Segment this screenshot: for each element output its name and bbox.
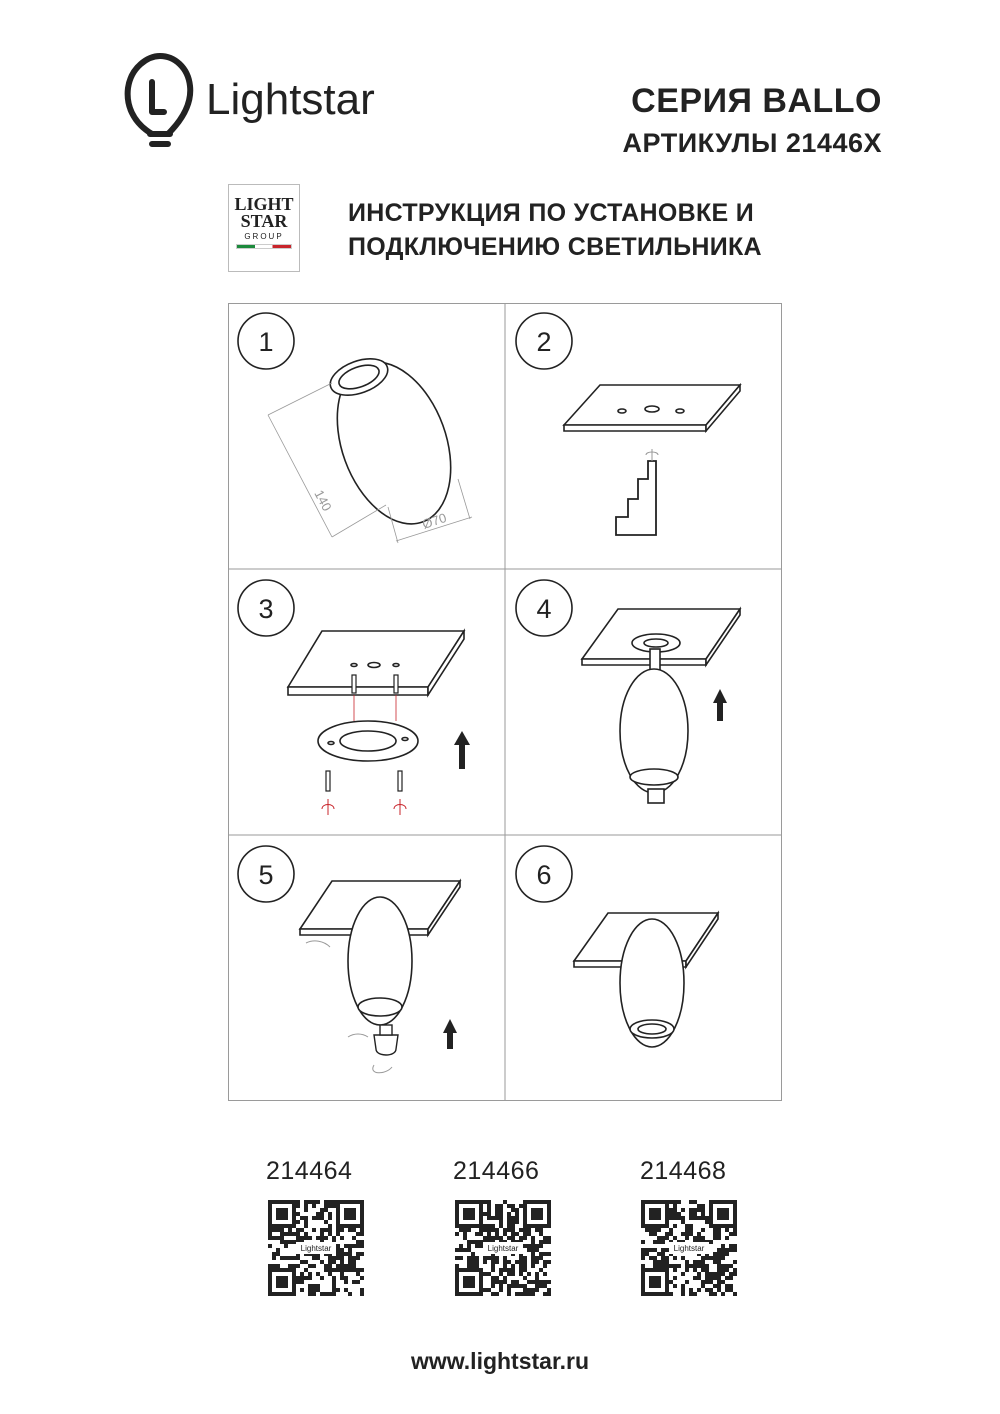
- luminaire-dimension-drawing: [316, 346, 471, 539]
- step-2-panel: [516, 313, 740, 535]
- luminaire-body: [348, 897, 412, 1025]
- italian-flag-stripe: [236, 244, 292, 249]
- arrow-up-icon: [454, 731, 470, 769]
- gu10-bulb-icon: [374, 1025, 398, 1055]
- step-6-panel: [516, 846, 718, 1047]
- step-number-5: 5: [258, 860, 274, 890]
- badge-line-light: LIGHT: [234, 194, 294, 214]
- series-title: СЕРИЯ BALLO: [631, 82, 882, 120]
- installed-luminaire: [620, 919, 684, 1047]
- mounting-bracket: [318, 721, 418, 761]
- screwdriver-icons: [322, 799, 406, 815]
- luminaire-body: [620, 649, 688, 803]
- website-url[interactable]: www.lightstar.ru: [410, 1348, 590, 1374]
- qr-code-214464[interactable]: [268, 1200, 364, 1296]
- screws: [326, 771, 402, 791]
- qr-logo-text: Lightstar: [487, 1244, 519, 1253]
- qr-code-214468[interactable]: [641, 1200, 737, 1296]
- lightstar-group-badge: [228, 184, 300, 272]
- arrow-up-icon: [443, 1019, 457, 1049]
- badge-line-group: GROUP: [244, 232, 284, 241]
- step-number-4: 4: [536, 594, 552, 624]
- badge-line-star: STAR: [240, 211, 288, 231]
- article-numbers: АРТИКУЛЫ 21446X: [622, 128, 882, 158]
- step-number-1: 1: [258, 327, 274, 357]
- lightstar-logo: [122, 52, 452, 152]
- qr-logo-text: Lightstar: [673, 1244, 705, 1253]
- qr-code-214466[interactable]: [455, 1200, 551, 1296]
- arrow-up-icon: [713, 689, 727, 721]
- brand-name: Lightstar: [206, 75, 375, 124]
- alignment-lines: [354, 695, 396, 721]
- drill-icon: [616, 449, 658, 535]
- instruction-title-line2: ПОДКЛЮЧЕНИЮ СВЕТИЛЬНИКА: [348, 233, 762, 261]
- step-number-6: 6: [536, 860, 552, 890]
- step-3-panel: [238, 580, 470, 815]
- product-code-214468: 214468: [640, 1157, 727, 1185]
- product-code-214466: 214466: [453, 1157, 540, 1185]
- instruction-title: [348, 196, 762, 264]
- installation-steps-grid: [228, 303, 782, 1101]
- step-number-3: 3: [258, 594, 274, 624]
- ceiling-plate: [582, 609, 740, 665]
- ceiling-plate: [288, 631, 464, 695]
- instruction-title-line1: ИНСТРУКЦИЯ ПО УСТАНОВКЕ И: [348, 199, 755, 227]
- bulb-icon: [128, 56, 191, 144]
- step-1-panel: [238, 313, 472, 543]
- step-5-panel: [238, 846, 460, 1073]
- product-code-214464: 214464: [266, 1157, 353, 1185]
- step-number-2: 2: [536, 327, 552, 357]
- step-4-panel: [516, 580, 740, 803]
- dimension-length: 140: [311, 487, 335, 514]
- qr-logo-text: Lightstar: [300, 1244, 332, 1253]
- ceiling-plate-with-holes: [564, 385, 740, 431]
- dimension-diameter: Ø70: [420, 509, 449, 532]
